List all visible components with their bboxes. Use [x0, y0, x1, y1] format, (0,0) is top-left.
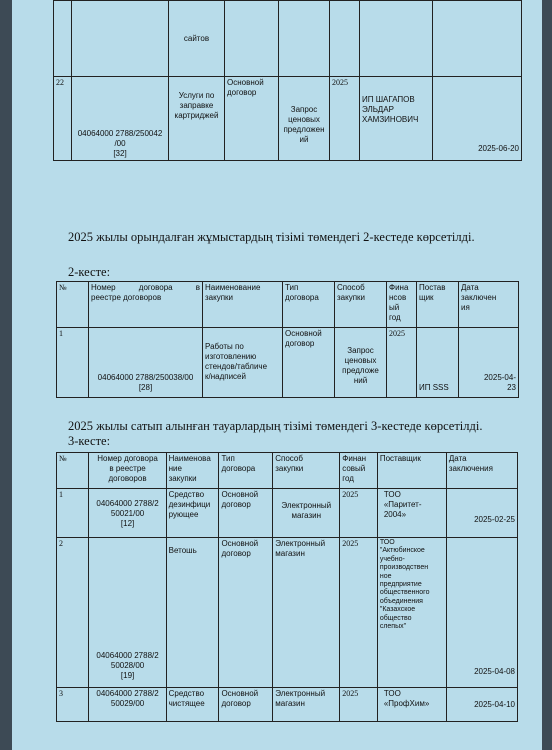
purchase-method: Электронный магазин	[273, 489, 340, 538]
purchase-method: Запрос ценовых предложе ний	[335, 328, 387, 398]
row-number: 3	[57, 688, 89, 722]
purchase-name: Услуги по заправке картриджей	[169, 77, 225, 161]
header-supplier: Постав щик	[417, 282, 459, 328]
supplier: ТОО «Паритет- 2004»	[377, 489, 446, 538]
header-num: №	[57, 453, 89, 489]
contract-number: 04064000 2788/2 50029/00	[89, 688, 166, 722]
fiscal-year: 2025	[330, 77, 360, 161]
header-contract: Номер договора в реестре договоров	[89, 453, 166, 489]
table-row	[57, 489, 518, 538]
header-name: Наименова ние закупки	[166, 453, 219, 489]
table-row	[54, 77, 522, 161]
fiscal-year: 2025	[340, 489, 378, 538]
contract-date: 2025-06-20	[433, 77, 522, 161]
header-type: Тип договора	[283, 282, 335, 328]
supplier: ИП ШАГАПОВ ЭЛЬДАР ХАМЗИНОВИЧ	[360, 77, 433, 161]
contract-number: 04064000 2788/250042 /00 [32]	[72, 77, 169, 161]
header-supplier: Поставщик	[377, 453, 446, 489]
table-row	[54, 1, 522, 77]
table-header-row	[57, 453, 518, 489]
purchase-method: Электронный магазин	[273, 538, 340, 688]
supplier: ИП SSS	[417, 328, 459, 398]
purchase-name: Средство дезинфици рующее	[166, 489, 219, 538]
contract-number: 04064000 2788/250038/00 [28]	[89, 328, 203, 398]
header-date: Дата заключения	[446, 453, 517, 489]
supplier: ТОО "Актюбинское учебно- производствен ное предприятие общественного объединения "Казахское общество слепых"	[377, 538, 446, 688]
contract-type: Основной договор	[219, 688, 273, 722]
table-1-continuation	[53, 0, 522, 161]
header-method: Способ закупки	[273, 453, 340, 489]
header-num: №	[57, 282, 89, 328]
header-name: Наименование закупки	[203, 282, 283, 328]
table-row	[57, 538, 518, 688]
contract-date: 2025-04-10	[446, 688, 517, 722]
contract-type: Основной договор	[219, 489, 273, 538]
header-date: Дата заключен ия	[459, 282, 519, 328]
row-number: 2	[57, 538, 89, 688]
contract-type: Основной договор	[219, 538, 273, 688]
contract-number: 04064000 2788/2 50021/00 [12]	[89, 489, 166, 538]
supplier: ТОО «ПрофХим»	[377, 688, 446, 722]
row-number: 22	[54, 77, 72, 161]
table-row	[57, 328, 519, 398]
caption-table-3: 3-кесте:	[68, 434, 111, 448]
fiscal-year: 2025	[340, 688, 378, 722]
document-page	[12, 0, 542, 750]
header-year: Финан совый год	[340, 453, 378, 489]
contract-type: Основной договор	[283, 328, 335, 398]
table-header-row	[57, 282, 519, 328]
contract-date: 2025-04-08	[446, 538, 517, 688]
table-cell: сайтов	[169, 1, 225, 77]
header-year: Фина нсов ый год	[387, 282, 417, 328]
purchase-name: Средство чистящее	[166, 688, 219, 722]
header-method: Способ закупки	[335, 282, 387, 328]
paragraph-goods: 2025 жылы сатып алынған тауарлардың тізімі төмендегі 3-кестеде көрсетілді.	[68, 419, 483, 433]
caption-table-2: 2-кесте:	[68, 265, 111, 279]
table-2	[56, 281, 519, 398]
contract-date: 2025-04- 23	[459, 328, 519, 398]
purchase-name: Работы по изготовлению стендов/табличе к/надписей	[203, 328, 283, 398]
purchase-method: Запрос ценовых предложен ий	[279, 77, 330, 161]
row-number: 1	[57, 328, 89, 398]
purchase-name: Ветошь	[166, 538, 219, 688]
purchase-method: Электронный магазин	[273, 688, 340, 722]
fiscal-year: 2025	[340, 538, 378, 688]
contract-date: 2025-02-25	[446, 489, 517, 538]
table-3	[56, 452, 518, 722]
contract-number: 04064000 2788/2 50028/00 [19]	[89, 538, 166, 688]
row-number: 1	[57, 489, 89, 538]
contract-type: Основной договор	[225, 77, 279, 161]
table-row	[57, 688, 518, 722]
header-contract: Номер договора в реестре договоров	[89, 282, 203, 328]
fiscal-year: 2025	[387, 328, 417, 398]
header-type: Тип договора	[219, 453, 273, 489]
paragraph-works: 2025 жылы орындалған жұмыстардың тізімі төмендегі 2-кестеде көрсетілді.	[68, 230, 475, 244]
